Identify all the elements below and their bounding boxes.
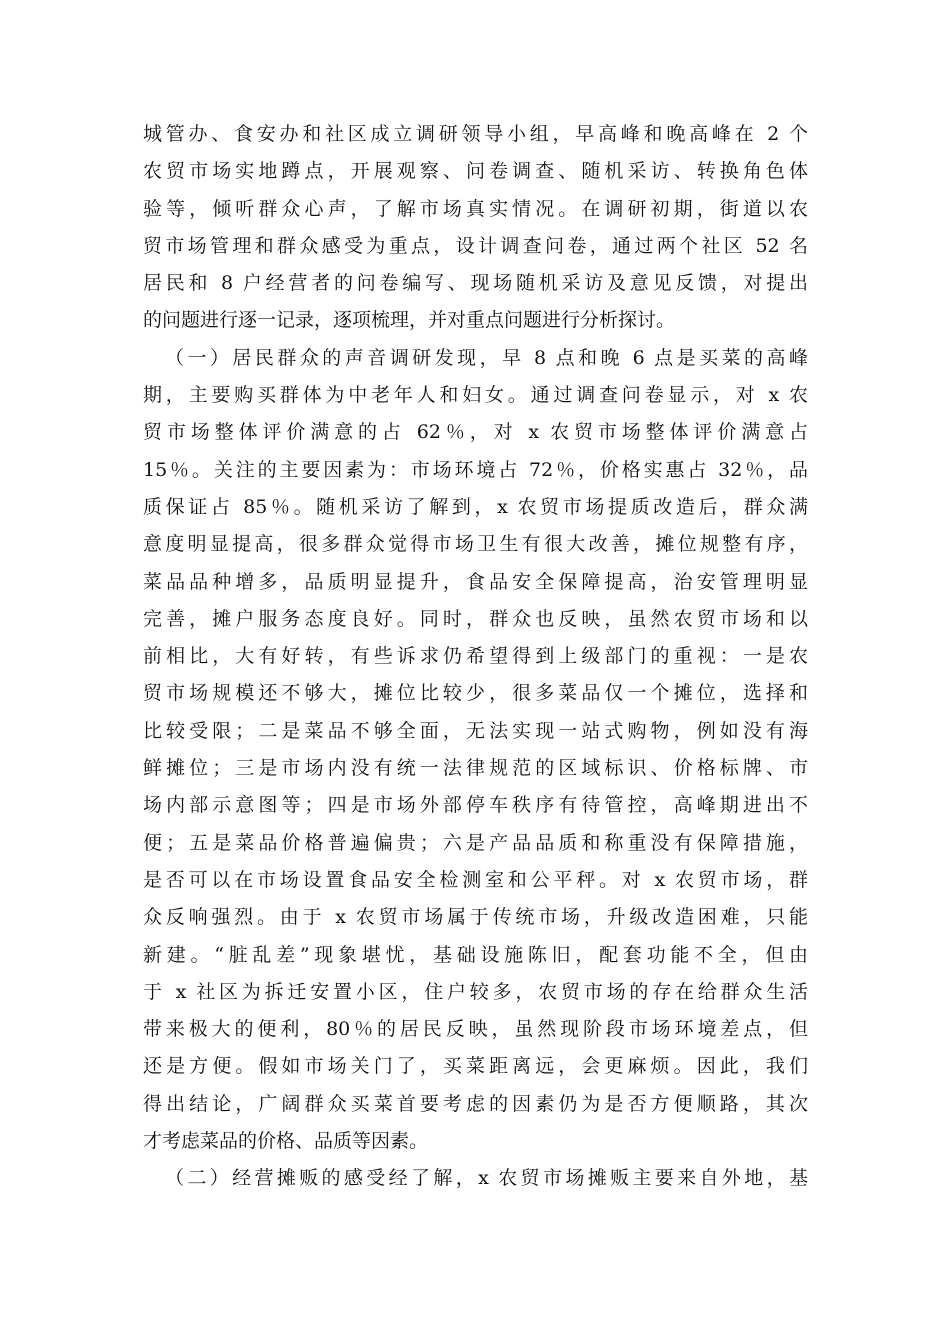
text-line: 场内部示意图等；四是市场外部停车秩序有待管控，高峰期进出不 [143,794,808,817]
text-line: 意度明显提高，很多群众觉得市场卫生有很大改善，摊位规整有序， [143,533,808,556]
text-line: 完善，摊户服务态度良好。同时，群众也反映，虽然农贸市场和以 [143,607,808,630]
text-line: 贸市场规模还不够大，摊位比较少，很多菜品仅一个摊位，选择和 [143,682,808,705]
text-line: 质保证占 85％。随机采访了解到，x 农贸市场提质改造后，群众满 [143,495,808,518]
text-line: 农贸市场实地蹲点，开展观察、问卷调查、随机采访、转换角色体 [143,160,808,183]
text-line: 前相比，大有好转，有些诉求仍希望得到上级部门的重视：一是农 [143,645,808,668]
text-line: 的问题进行逐一记录，逐项梳理，并对重点问题进行分析探讨。 [143,309,676,332]
text-line: 期，主要购买群体为中老年人和妇女。通过调查问卷显示，对 x 农 [143,384,808,407]
text-line: 居民和 8 户经营者的问卷编写、现场随机采访及意见反馈，对提出 [143,272,808,295]
text-line: 贸市场管理和群众感受为重点，设计调查问卷，通过两个社区 52 名 [143,234,808,257]
text-line: 还是方便。假如市场关门了，买菜距离远，会更麻烦。因此，我们 [143,1055,808,1078]
text-line: 比较受限；二是菜品不够全面，无法实现一站式购物，例如没有海 [143,719,808,742]
text-line: 众反响强烈。由于 x 农贸市场属于传统市场，升级改造困难，只能 [143,906,808,929]
text-line: 15％。关注的主要因素为：市场环境占 72％，价格实惠占 32％，品 [143,458,808,481]
text-line: 鲜摊位；三是市场内没有统一法律规范的区域标识、价格标牌、市 [143,757,808,780]
section-heading-line: （二）经营摊贩的感受经了解，x 农贸市场摊贩主要来自外地，基 [165,1167,808,1190]
text-line: 新建。“脏乱差”现象堪忧，基础设施陈旧，配套功能不全，但由 [143,943,808,966]
section-heading-line: （一）居民群众的声音调研发现，早 8 点和晚 6 点是买菜的高峰 [165,346,808,369]
text-line: 菜品品种增多，品质明显提升，食品安全保障提高，治安管理明显 [143,570,808,593]
text-line: 便；五是菜品价格普遍偏贵；六是产品品质和称重没有保障措施， [143,831,808,854]
text-line: 验等，倾听群众心声，了解市场真实情况。在调研初期，街道以农 [143,197,808,220]
text-line: 是否可以在市场设置食品安全检测室和公平秤。对 x 农贸市场，群 [143,868,808,891]
text-line: 城管办、食安办和社区成立调研领导小组，早高峰和晚高峰在 2 个 [143,123,808,145]
text-line: 带来极大的便利，80％的居民反映，虽然现阶段市场环境差点，但 [143,1018,808,1041]
text-line: 得出结论，广阔群众买菜首要考虑的因素仍为是否方便顺路，其次 [143,1092,808,1115]
document-body [143,116,808,1198]
text-line: 贸市场整体评价满意的占 62％，对 x 农贸市场整体评价满意占 [143,421,808,444]
text-line: 才考虑菜品的价格、品质等因素。 [143,1130,429,1153]
text-line: 于 x 社区为拆迁安置小区，住户较多，农贸市场的存在给群众生活 [143,980,808,1003]
